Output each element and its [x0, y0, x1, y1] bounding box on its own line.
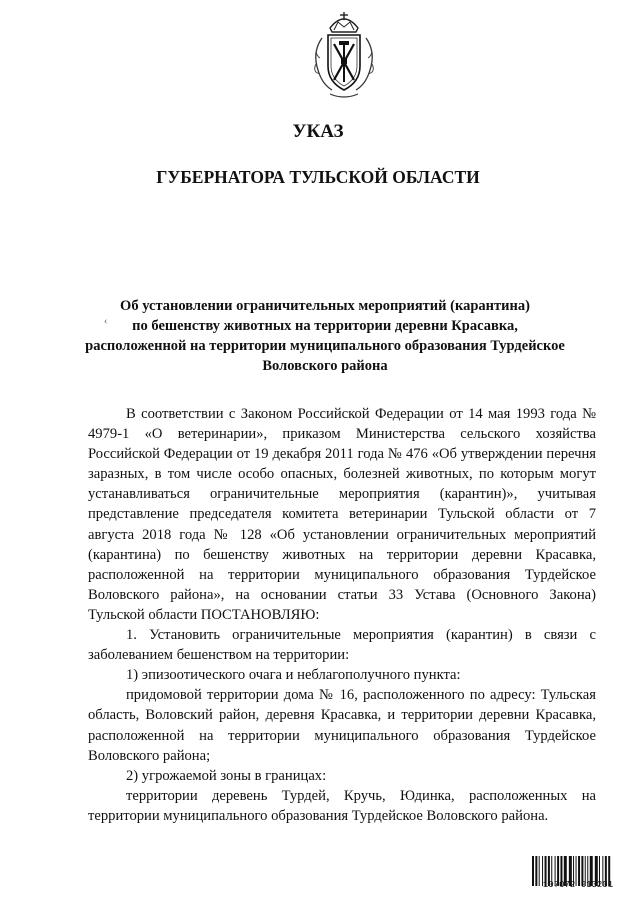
subject-line: по бешенству животных на территории деревни Красавка,: [132, 318, 518, 334]
issuer-heading: ГУБЕРНАТОРА ТУЛЬСКОЙ ОБЛАСТИ: [156, 167, 480, 187]
decree-body: [88, 404, 596, 826]
clause-1-item-2: 2) угрожаемой зоны в границах:: [126, 767, 327, 784]
subject-line: Об установлении ограничительных мероприятий (карантина): [120, 298, 530, 314]
subject-line: Воловского района: [262, 358, 388, 374]
preamble-paragraph: В соответствии с Законом Российской Федерации от 14 мая 1993 года № 4979-1 «О ветеринарии», приказом Министерства сельского хозяйства Российской Федерации от 19 декабря 2011 года № 476 «Об утверждении перечня заразных, в том числе особо опасных, болезней животных, по которым могут устанавливаться ограничительные мероприятия (карантин)», учитывая представление председателя комитета ветеринарии Тульской области от 7 августа 2018 года № 128 «Об установлении ограничительных мероприятий (карантина) по бешенству животных на территории деревни Красавка, расположенной на территории муниципального образования Турдейское Воловского района», на основании статьи 33 Устава (Основного Закона) Тульской области ПОСТАНОВЛЯЮ:: [88, 406, 596, 623]
barcode-number: 107072 913201: [542, 880, 614, 890]
document-type-heading: УКАЗ: [292, 121, 344, 142]
decree-subject: [70, 296, 580, 376]
scan-mark: ‹: [104, 316, 108, 327]
clause-1: 1. Установить ограничительные мероприятия (карантин) в связи с заболеванием бешенством на территории:: [88, 627, 596, 664]
coat-of-arms-icon: [308, 8, 380, 100]
clause-1-item-1: 1) эпизоотического очага и неблагополучного пункта:: [126, 667, 461, 684]
clause-1-item-1-text: придомовой территории дома № 16, расположенного по адресу: Тульская область, Воловский район, деревня Красавка, и территории деревни Красавка, расположенной на территории муниципального образования Турдейское Воловского района;: [88, 687, 596, 764]
subject-line: расположенной на территории муниципального образования Турдейское: [85, 338, 565, 354]
clause-1-item-2-text: территории деревень Турдей, Кручь, Юдинка, расположенных на территории муниципального образования Турдейское Воловского района.: [88, 787, 596, 824]
